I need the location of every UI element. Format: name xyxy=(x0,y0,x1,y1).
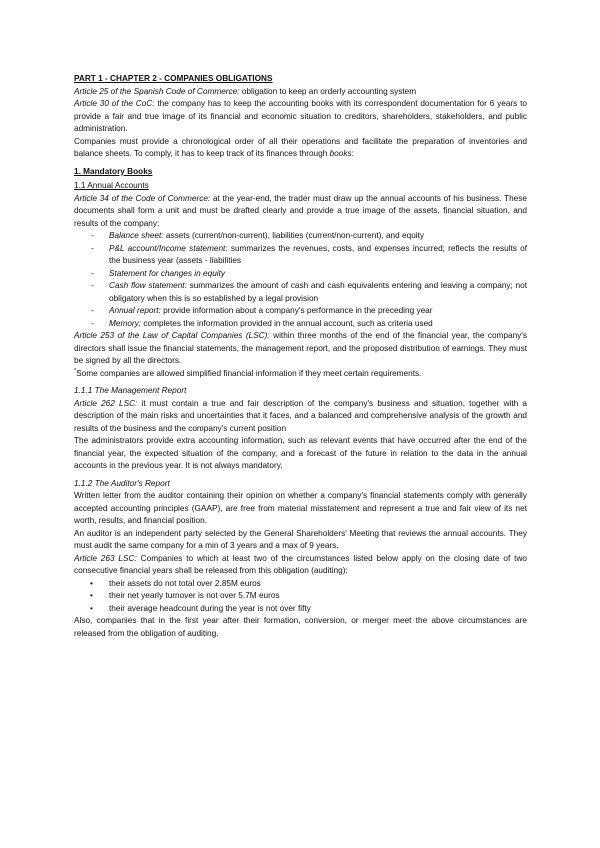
intro-paragraph-2: Article 30 of the CoC: the company has to keep the accounting books with its correspondent documentation for 6 years to provide a fair and true image of its financial and economic situation to creditors, shareholders, stakeholders, and public administration. xyxy=(74,99,527,133)
footnote-mark: * xyxy=(74,367,77,374)
citation: Article 263 LSC: xyxy=(74,553,137,563)
article-253-paragraph: Article 253 of the Law of Capital Companies (LSC): within three months of the end of the financial year, the company's directors shall issue the financial statements, the management report, and the proposed distribution of earnings. They must be signed by all the directors. xyxy=(74,331,528,365)
list-item: - P&L account/Income statement: summarizes the revenues, costs, and expenses incurred; reflects the results of the business year (assets - liabilities xyxy=(74,243,527,268)
auditors-report-paragraph-3: Also, companies that in the first year after their formation, conversion, or merger meet the above circumstances are released from the obligation of auditing. xyxy=(74,616,527,638)
management-report-paragraph: The administrators provide extra accounting information, such as relevant events that have occurred after the end of the financial year, the expected situation of the company, and a forecast of the future in relation to the data in the annual accounts in the previous year. It is not always mandatory. xyxy=(74,436,527,470)
intro-paragraph-3: Companies must provide a chronological order of all their operations and facilitate the preparation of inventories and balance sheets. To comply, it has to keep track of its finances through books: xyxy=(74,136,527,158)
list-item: - Memory: completes the information provided in the annual account, such as criteria used xyxy=(74,318,527,331)
annual-accounts-list xyxy=(74,230,527,330)
section-title-mandatory-books: 1. Mandatory Books xyxy=(74,166,153,176)
list-item: - Cash flow statement: summarizes the amount of cash and cash equivalents entering and leaving a company; not obligatory when this is so established by a legal provision xyxy=(74,280,527,305)
subsection-title-annual-accounts: 1.1 Annual Accounts xyxy=(74,181,149,190)
citation: Article 25 of the Spanish Code of Commerce: xyxy=(74,86,240,96)
citation: Article 30 of the CoC: xyxy=(74,99,155,108)
list-item: • their average headcount during the year is not over fifty xyxy=(74,603,527,616)
citation: Article 262 LSC: xyxy=(74,398,138,408)
list-item: - Balance sheet: assets (current/non-current), liabilities (current/non-current), and equity xyxy=(74,230,527,243)
citation: Article 34 of the Code of Commerce: xyxy=(74,193,211,203)
footnote: *Some companies are allowed simplified financial information if they meet certain requirements. xyxy=(74,367,422,378)
list-item: • their assets do not total over 2.85M euros xyxy=(74,578,527,591)
article-263-paragraph: Article 263 LSC: Companies to which at least two of the circumstances listed below apply on the closing date of two consecutive financial years shall be released from this obligation (auditing): xyxy=(74,553,527,575)
list-item: - Statement for changes in equity xyxy=(74,268,527,281)
intro-paragraph-1: Article 25 of the Spanish Code of Commerce: obligation to keep an orderly accounting system xyxy=(74,86,417,96)
list-item: • their net yearly turnover is not over 5.7M euros xyxy=(74,590,527,603)
auditors-report-paragraph-1: Written letter from the auditor containing their opinion on whether a company's financial statements comply with generally accepted accounting principles (GAAP), are free from material misstatement and represent a true and fair view of its net worth, results, and financial position. xyxy=(74,491,527,525)
citation: Article 253 of the Law of Capital Companies (LSC): xyxy=(74,331,270,340)
article-262-paragraph: Article 262 LSC: it must contain a true and fair description of the company's business and situation, together with a description of the main risks and uncertainties that it faces, and a balanced and comprehensive analysis of the growth and results of the business and the company's current position xyxy=(74,398,527,433)
audit-exemption-list xyxy=(74,578,527,616)
article-34-paragraph: Article 34 of the Code of Commerce: at the year-end, the trader must draw up the annual accounts of his business. These documents shall form a unit and must be drafted clearly and provide a true image of the assets, financial situation, and results of the company: xyxy=(74,193,527,228)
subsection-title-management-report: 1.1.1 The Management Report xyxy=(74,386,187,395)
document-page xyxy=(74,73,527,640)
subsection-title-auditors-report: 1.1.2 The Auditor's Report xyxy=(74,478,170,488)
auditors-report-paragraph-2: An auditor is an independent party selected by the General Shareholders' Meeting that reviews the annual accounts. They must audit the same company for a min of 3 years and a max of 9 years. xyxy=(74,528,527,550)
list-item: - Annual report: provide information about a company's performance in the preceding year xyxy=(74,305,527,318)
document-heading: PART 1 - CHAPTER 2 - COMPANIES OBLIGATIONS xyxy=(74,74,273,83)
